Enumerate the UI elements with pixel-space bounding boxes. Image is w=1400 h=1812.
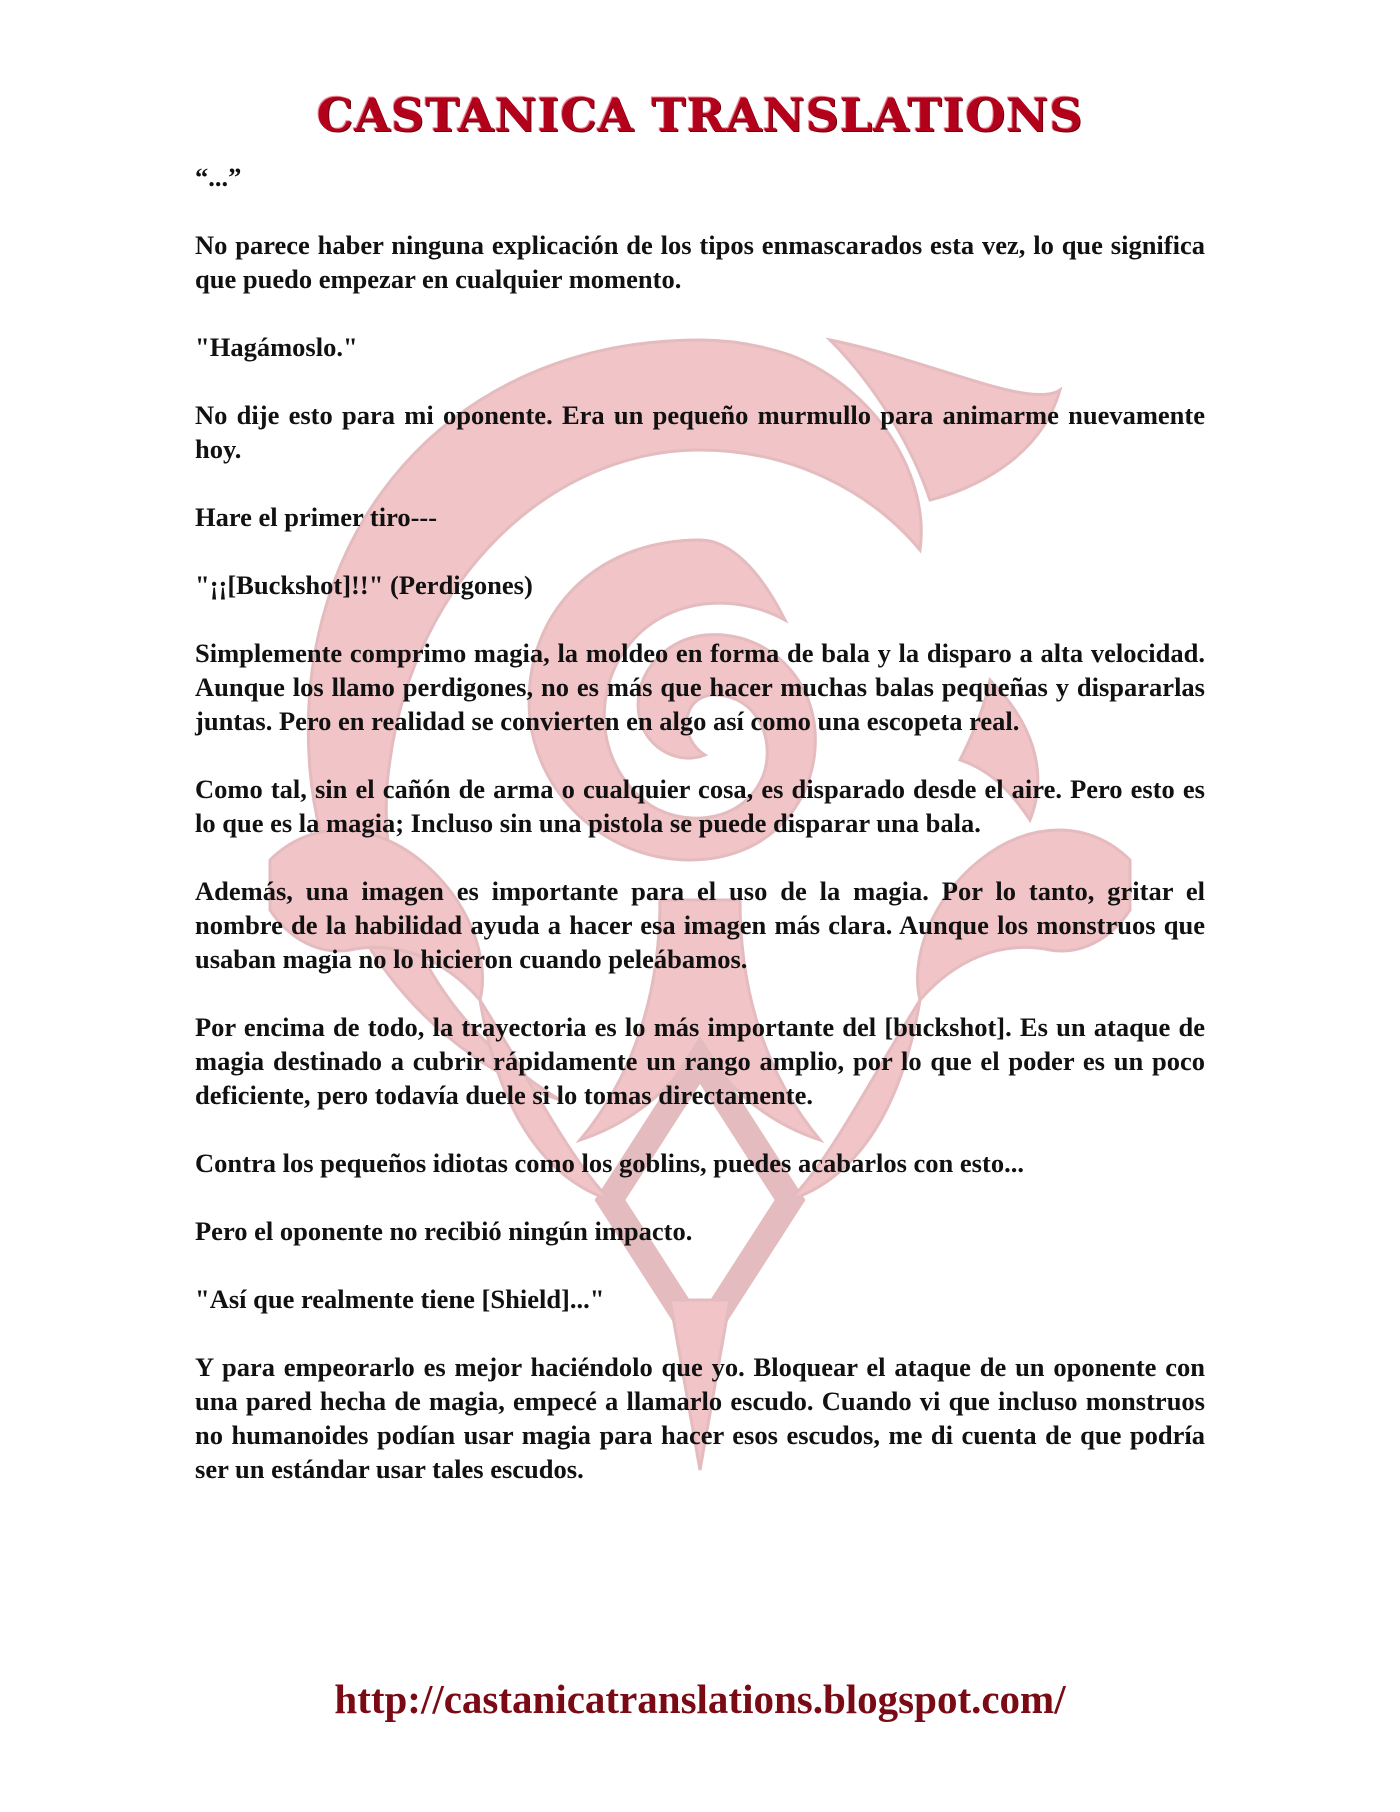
paragraph: Contra los pequeños idiotas como los goblins, puedes acabarlos con esto... bbox=[195, 1148, 1024, 1178]
paragraph: Como tal, sin el cañón de arma o cualquier cosa, es disparado desde el aire. Pero esto es lo que es la magia; Incluso sin una pistola se puede disparar una bala. bbox=[195, 774, 1205, 838]
paragraph: Además, una imagen es importante para el uso de la magia. Por lo tanto, gritar el nombre de la habilidad ayuda a hacer esa imagen más clara. Aunque los monstruos que usaban magia no lo hicieron cuando peleábamos. bbox=[195, 876, 1205, 974]
paragraph: No parece haber ninguna explicación de los tipos enmascarados esta vez, lo que significa que puedo empezar en cualquier momento. bbox=[195, 230, 1205, 294]
paragraph: Simplemente comprimo magia, la moldeo en forma de bala y la disparo a alta velocidad. Aunque los llamo perdigones, no es más que hacer muchas balas pequeñas y dispararlas juntas. Pero en realidad se convierten en algo así como una escopeta real. bbox=[195, 638, 1205, 736]
paragraph: Pero el oponente no recibió ningún impacto. bbox=[195, 1216, 693, 1246]
paragraph: "¡¡[Buckshot]!!" (Perdigones) bbox=[195, 570, 533, 600]
paragraph: “...” bbox=[195, 162, 242, 192]
story-text bbox=[195, 160, 1205, 1520]
paragraph: No dije esto para mi oponente. Era un pequeño murmullo para animarme nuevamente hoy. bbox=[195, 400, 1205, 464]
paragraph: "Hagámoslo." bbox=[195, 332, 358, 362]
paragraph: Y para empeorarlo es mejor haciéndolo que yo. Bloquear el ataque de un oponente con una pared hecha de magia, empecé a llamarlo escudo. Cuando vi que incluso monstruos no humanoides podían usar magia para hacer esos escudos, me di cuenta de que podría ser un estándar usar tales escudos. bbox=[195, 1352, 1205, 1484]
paragraph: "Así que realmente tiene [Shield]..." bbox=[195, 1284, 605, 1314]
blog-url-link[interactable]: http://castanicatranslations.blogspot.com/ bbox=[334, 1676, 1066, 1722]
paragraph: Hare el primer tiro--- bbox=[195, 502, 438, 532]
paragraph: Por encima de todo, la trayectoria es lo más importante del [buckshot]. Es un ataque de magia destinado a cubrir rápidamente un rango amplio, por lo que el poder es un poco deficiente, pero todavía duele si lo tomas directamente. bbox=[195, 1012, 1205, 1110]
site-title: CASTANICA TRANSLATIONS bbox=[316, 88, 1084, 142]
